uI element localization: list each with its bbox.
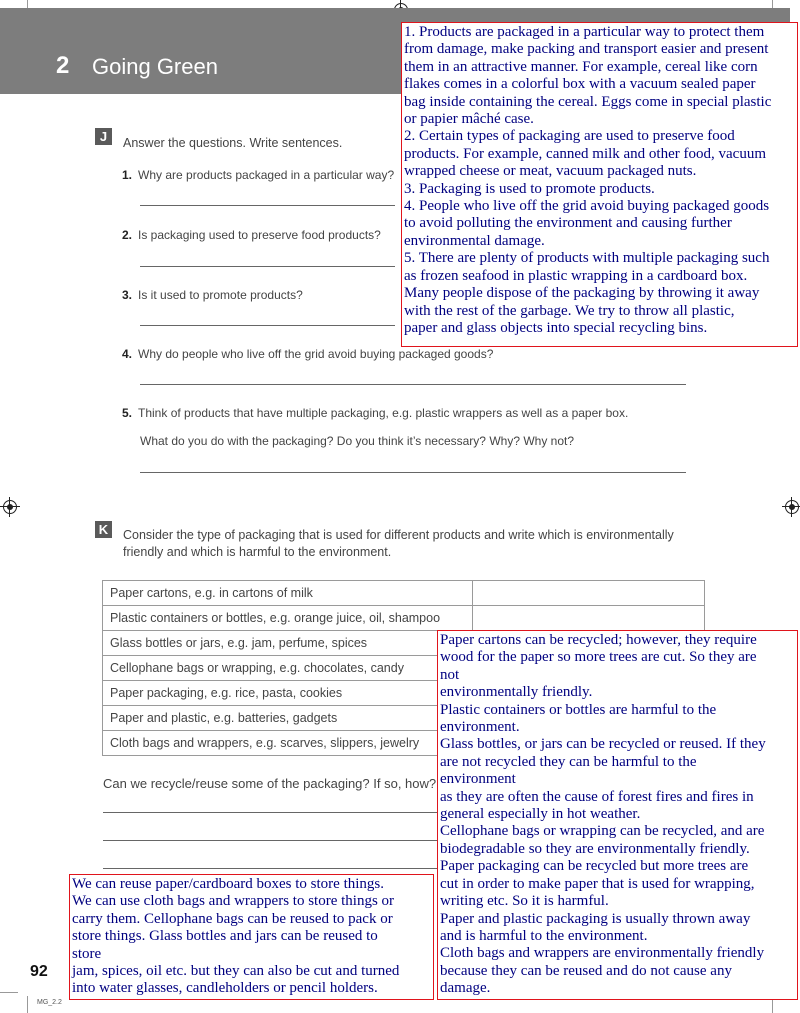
table-cell: Cloth bags and wrappers, e.g. scarves, slippers, jewelry (103, 731, 473, 756)
answer-line: Cloth bags and wrappers are environmentally friendly (440, 945, 765, 962)
answer-line: Paper packaging can be recycled but more trees are (440, 858, 749, 875)
question-5-followup: What do you do with the packaging? Do you think it’s necessary? Why? Why not? (140, 434, 575, 448)
answer-line: 2. Certain types of packaging are used to preserve food (404, 128, 735, 145)
instruction-line: Consider the type of packaging that is used for different products and write which is environmentally (123, 528, 674, 542)
table-cell: Glass bottles or jars, e.g. jam, perfume, spices (103, 631, 473, 656)
answer-line: biodegradable so they are environmentally friendly. (440, 840, 750, 857)
answer-line: with the rest of the garbage. We try to throw all plastic, (404, 302, 735, 319)
question-4 (122, 347, 493, 361)
answer-box-table[interactable] (437, 630, 798, 1000)
answer-line: store (72, 945, 102, 962)
table-cell: Plastic containers or bottles, e.g. orange juice, oil, shampoo (103, 606, 473, 631)
answer-line: Plastic containers or bottles are harmful to the (440, 701, 717, 718)
answer-line: bag inside containing the cereal. Eggs come in special plastic (404, 93, 772, 110)
answer-line: environment (440, 771, 516, 788)
answer-box-section-j[interactable] (401, 22, 798, 347)
question-text: Why are products packaged in a particular way? (138, 168, 395, 182)
answer-line: 3. Packaging is used to promote products. (404, 180, 655, 197)
answer-cell[interactable] (473, 606, 705, 631)
question-number: 5. (122, 406, 133, 420)
answer-line (140, 205, 395, 206)
crop-mark (0, 992, 18, 993)
answer-line: We can use cloth bags and wrappers to store things or (72, 893, 395, 910)
crop-mark (27, 996, 28, 1013)
question-1 (122, 168, 394, 182)
answer-line: environment. (440, 719, 520, 736)
answer-line: as they are often the cause of forest fires and fires in (440, 788, 754, 805)
answer-line: to avoid polluting the environment and causing further (404, 215, 732, 232)
table-row (103, 606, 705, 631)
answer-line: into water glasses, candleholders or pencil holders. (72, 980, 378, 997)
answer-box-recycle[interactable] (69, 874, 434, 1000)
table-cell: Cellophane bags or wrapping, e.g. chocolates, candy (103, 656, 473, 681)
answer-line: wrapped cheese or meat, vacuum packaged nuts. (404, 163, 697, 180)
table-row (103, 581, 705, 606)
question-3 (122, 288, 303, 302)
answer-line: flakes comes in a colorful box with a vacuum sealed paper (404, 76, 756, 93)
answer-line: them in an attractive manner. For example, cereal like corn (404, 58, 758, 75)
table-cell: Paper and plastic, e.g. batteries, gadgets (103, 706, 473, 731)
answer-line (103, 840, 438, 841)
answer-line: Paper and plastic packaging is usually thrown away (440, 910, 751, 927)
answer-line: as frozen seafood in plastic wrapping in a cardboard box. (404, 267, 748, 284)
answer-line: environmentally friendly. (440, 684, 593, 701)
answer-line (103, 868, 438, 869)
answer-line: from damage, make packing and transport easier and present (404, 41, 769, 58)
answer-line: and is harmful to the environment. (440, 927, 648, 944)
answer-line: wood for the paper so more trees are cut. So they are (440, 649, 757, 666)
recycle-question: Can we recycle/reuse some of the packaging? If so, how? (103, 776, 437, 791)
question-text: Is packaging used to preserve food products? (138, 228, 381, 242)
answer-line: Many people dispose of the packaging by throwing it away (404, 285, 760, 302)
question-number: 4. (122, 347, 133, 361)
answer-line: paper and glass objects into special recycling bins. (404, 319, 708, 336)
answer-line (140, 472, 686, 473)
unit-title: Going Green (92, 54, 218, 79)
answer-line: store things. Glass bottles and jars can be reused to (72, 928, 378, 945)
file-code: MG_2.2 (37, 999, 62, 1006)
answer-line: cut in order to make paper that is used for wrapping, (440, 875, 755, 892)
answer-line: environmental damage. (404, 232, 545, 249)
question-number: 1. (122, 168, 133, 182)
answer-line: 4. People who live off the grid avoid buying packaged goods (404, 198, 770, 215)
answer-line: Paper cartons can be recycled; however, they require (440, 632, 757, 648)
answer-line (140, 266, 395, 267)
question-2 (122, 228, 381, 242)
section-j-instruction: Answer the questions. Write sentences. (123, 136, 343, 150)
answer-line: Cellophane bags or wrapping can be recycled, and are (440, 823, 765, 840)
page-number: 92 (30, 963, 48, 980)
unit-number: 2 (56, 52, 70, 79)
answer-line: damage. (440, 980, 491, 997)
question-5 (122, 406, 628, 420)
answer-line (140, 325, 395, 326)
answer-line (140, 384, 686, 385)
answer-line: general especially in hot weather. (440, 806, 641, 823)
answer-line: 5. There are plenty of products with multiple packaging such (404, 250, 770, 267)
answer-line: or papier mâché case. (404, 111, 534, 128)
question-text: Think of products that have multiple packaging, e.g. plastic wrappers as well as a paper box. (138, 406, 629, 420)
section-k-badge: K (95, 521, 112, 538)
question-number: 2. (122, 228, 133, 242)
answer-line: We can reuse paper/cardboard boxes to store things. (72, 876, 385, 892)
answer-line: 1. Products are packaged in a particular way to protect them (404, 24, 765, 40)
question-number: 3. (122, 288, 133, 302)
table-cell: Paper packaging, e.g. rice, pasta, cookies (103, 681, 473, 706)
section-j-badge: J (95, 128, 112, 145)
answer-line: carry them. Cellophane bags can be reused to pack or (72, 910, 393, 927)
section-k-instruction (123, 527, 674, 561)
question-text: Is it used to promote products? (138, 288, 303, 302)
answer-line: jam, spices, oil etc. but they can also be cut and turned (72, 963, 400, 980)
answer-line: not (440, 666, 460, 683)
question-text: Why do people who live off the grid avoid buying packaged goods? (138, 347, 494, 361)
answer-cell[interactable] (473, 581, 705, 606)
answer-line: Glass bottles, or jars can be recycled or reused. If they (440, 736, 766, 753)
instruction-line: friendly and which is harmful to the environment. (123, 545, 392, 559)
registration-mark-icon (785, 500, 799, 514)
answer-line: products. For example, canned milk and other food, vacuum (404, 145, 766, 162)
answer-line: because they can be reused and do not cause any (440, 962, 732, 979)
answer-line: are not recycled they can be harmful to the (440, 753, 697, 770)
answer-line (103, 812, 438, 813)
table-cell: Paper cartons, e.g. in cartons of milk (103, 581, 473, 606)
answer-line: writing etc. So it is harmful. (440, 893, 609, 910)
registration-mark-icon (3, 500, 17, 514)
